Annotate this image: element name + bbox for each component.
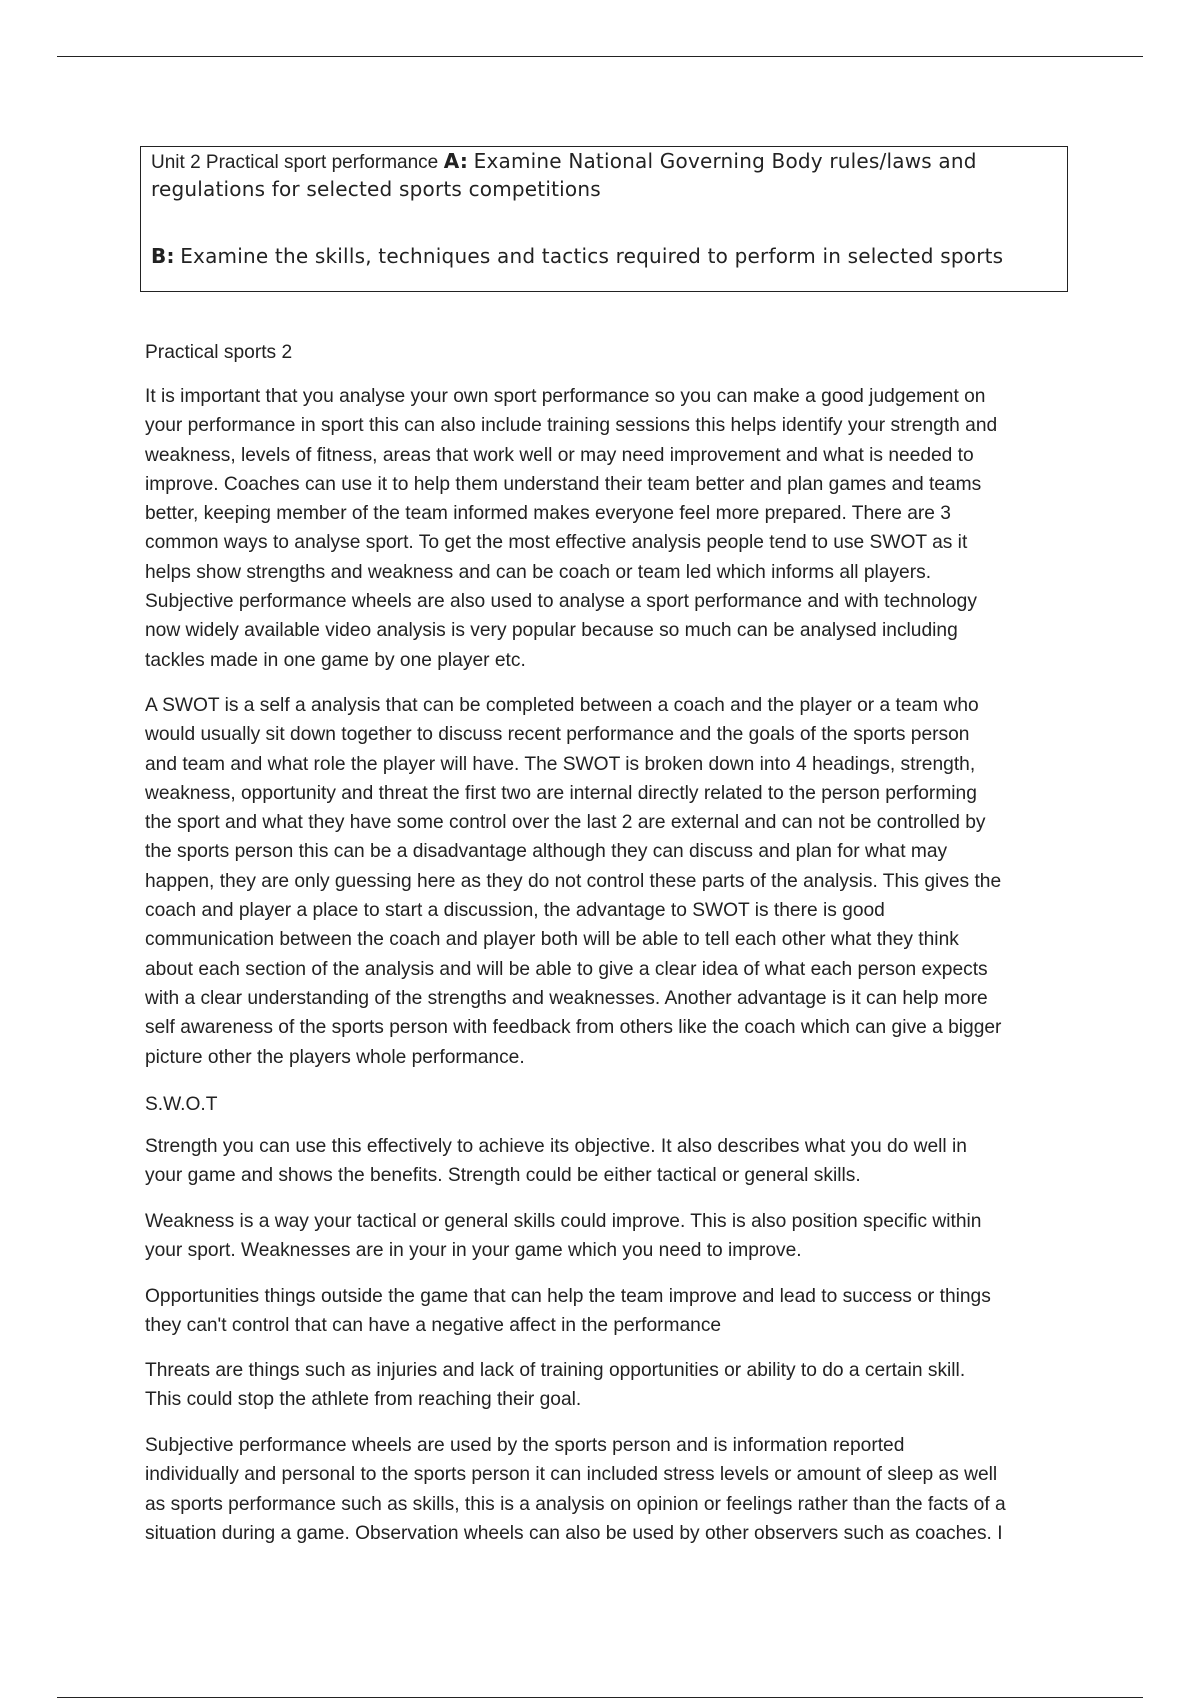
swot-label: [145, 1090, 1065, 1119]
criterion-a-text: Examine National Governing Body rules/laws and: [473, 149, 977, 173]
paragraph-line: your performance in sport this can also include training sessions this helps identify your strength and: [145, 415, 998, 437]
subjective-wheels-paragraph: [145, 1431, 1065, 1548]
heading-text: Practical sports 2: [145, 342, 293, 363]
intro-paragraph: [145, 382, 1065, 675]
paragraph-line: and team and what role the player will have. The SWOT is broken down into 4 headings, strength,: [145, 753, 976, 775]
paragraph-line: individually and personal to the sports person it can included stress levels or amount of sleep as well: [145, 1464, 998, 1486]
criterion-b-line: [151, 242, 1057, 272]
section-heading: [145, 338, 1065, 367]
paragraph-line: Subjective performance wheels are used by the sports person and is information reported: [145, 1435, 905, 1456]
unit-header-box: [140, 146, 1068, 292]
paragraph-line: Weakness is a way your tactical or general skills could improve. This is also position specific within: [145, 1211, 982, 1232]
paragraph-line: A SWOT is a self a analysis that can be completed between a coach and the player or a team who: [145, 695, 979, 716]
paragraph-line: they can't control that can have a negative affect in the performance: [145, 1315, 722, 1337]
swot-label-text: S.W.O.T: [145, 1094, 218, 1115]
paragraph-line: communication between the coach and player both will be able to tell each other what they think: [145, 929, 959, 951]
paragraph-line: happen, they are only guessing here as they do not control these parts of the analysis. This gives the: [145, 870, 1002, 892]
paragraph-line: weakness, opportunity and threat the first two are internal directly related to the person performing: [145, 782, 977, 804]
paragraph-line: now widely available video analysis is very popular because so much can be analysed including: [145, 620, 958, 642]
paragraph-line: your game and shows the benefits. Strength could be either tactical or general skills.: [145, 1165, 861, 1187]
threats-paragraph: [145, 1356, 1065, 1415]
weakness-paragraph: [145, 1207, 1065, 1266]
paragraph-line: as sports performance such as skills, this is a analysis on opinion or feelings rather than the facts of a: [145, 1493, 1006, 1515]
paragraph-line: tackles made in one game by one player etc.: [145, 649, 526, 671]
paragraph-line: the sport and what they have some control over the last 2 are external and can not be controlled by: [145, 812, 986, 834]
paragraph-line: Subjective performance wheels are also used to analyse a sport performance and with technology: [145, 591, 977, 613]
paragraph-line: better, keeping member of the team informed makes everyone feel more prepared. There are 3: [145, 503, 951, 525]
paragraph-line: self awareness of the sports person with feedback from others like the coach which can give a bigger: [145, 1017, 1002, 1039]
opportunities-paragraph: [145, 1282, 1065, 1341]
swot-explanation-paragraph: [145, 691, 1065, 1072]
paragraph-line: your sport. Weaknesses are in your in your game which you need to improve.: [145, 1240, 802, 1262]
paragraph-line: This could stop the athlete from reaching their goal.: [145, 1389, 582, 1411]
criterion-b-label: B:: [151, 244, 175, 268]
paragraph-line: picture other the players whole performance.: [145, 1046, 525, 1068]
paragraph-line: It is important that you analyse your own sport performance so you can make a good judgement on: [145, 386, 986, 407]
paragraph-line: would usually sit down together to discuss recent performance and the goals of the sports person: [145, 724, 970, 746]
paragraph-line: common ways to analyse sport. To get the most effective analysis people tend to use SWOT as it: [145, 532, 968, 554]
criterion-a-continuation: regulations for selected sports competitions: [151, 177, 601, 201]
unit-title-lead: Unit 2 Practical sport performance: [151, 152, 439, 173]
paragraph-line: helps show strengths and weakness and can be coach or team led which informs all players.: [145, 561, 932, 583]
paragraph-line: coach and player a place to start a discussion, the advantage to SWOT is there is good: [145, 900, 885, 922]
unit-title-line: [151, 147, 1057, 177]
paragraph-line: Strength you can use this effectively to achieve its objective. It also describes what you do well in: [145, 1136, 967, 1157]
top-horizontal-rule: [57, 56, 1143, 57]
strength-paragraph: [145, 1132, 1065, 1191]
paragraph-line: situation during a game. Observation wheels can also be used by other observers such as coaches. I: [145, 1522, 1003, 1544]
paragraph-line: Opportunities things outside the game that can help the team improve and lead to success or things: [145, 1286, 991, 1307]
criterion-a-label: A:: [443, 149, 469, 173]
criterion-b-text: Examine the skills, techniques and tactics required to perform in selected sports: [180, 244, 1004, 268]
paragraph-line: about each section of the analysis and will be able to give a clear idea of what each person expects: [145, 958, 988, 980]
paragraph-line: improve. Coaches can use it to help them understand their team better and plan games and teams: [145, 473, 982, 495]
paragraph-line: the sports person this can be a disadvantage although they can discuss and plan for what may: [145, 841, 948, 863]
bottom-horizontal-rule: [57, 1697, 1143, 1698]
paragraph-line: Threats are things such as injuries and lack of training opportunities or ability to do a certain skill.: [145, 1360, 966, 1381]
paragraph-line: with a clear understanding of the strengths and weaknesses. Another advantage is it can help more: [145, 987, 988, 1009]
paragraph-line: weakness, levels of fitness, areas that work well or may need improvement and what is needed to: [145, 444, 974, 466]
